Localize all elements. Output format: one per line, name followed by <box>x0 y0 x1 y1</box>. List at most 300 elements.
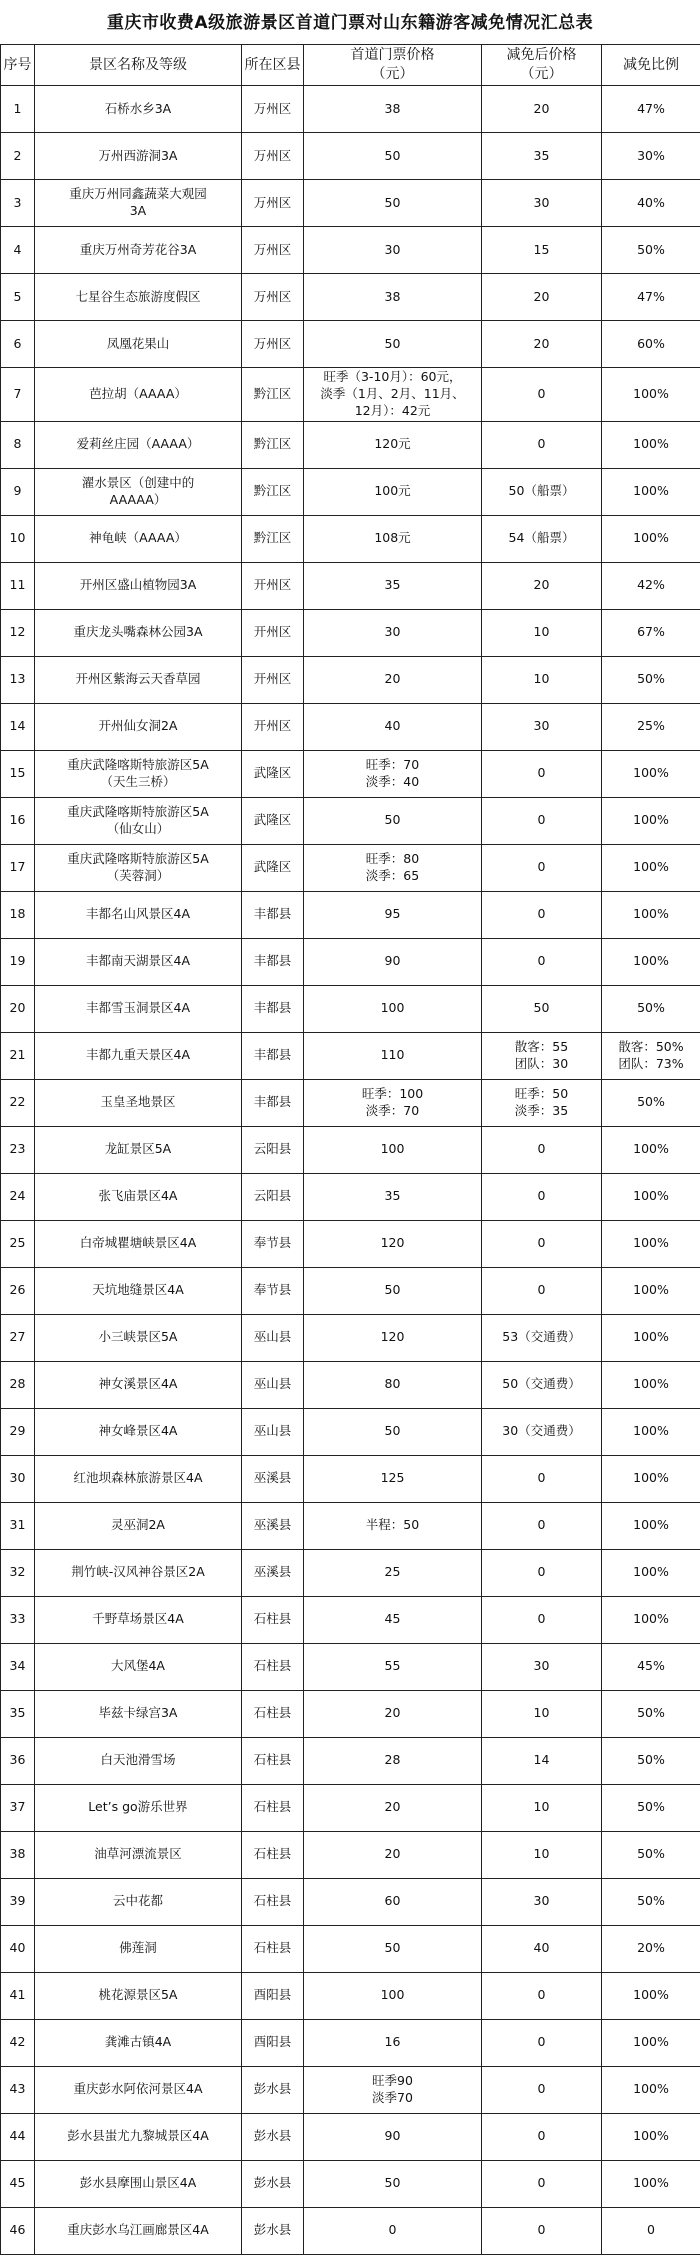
cell-index: 21 <box>1 1032 35 1079</box>
header-reduction-ratio: 减免比例 <box>602 45 700 86</box>
cell-index: 17 <box>1 844 35 891</box>
cell-district: 石柱县 <box>242 1925 304 1972</box>
table-row <box>1 1267 700 1314</box>
cell-district: 石柱县 <box>242 1643 304 1690</box>
cell-district: 丰都县 <box>242 1032 304 1079</box>
cell-scenic-name: 开州区盛山植物园3A <box>35 562 242 609</box>
cell-index: 27 <box>1 1314 35 1361</box>
cell-ticket-price: 90 <box>304 2113 482 2160</box>
table-row <box>1 321 700 368</box>
cell-reduced-price: 0 <box>482 1455 602 1502</box>
cell-scenic-name: Let’s go游乐世界 <box>35 1784 242 1831</box>
cell-scenic-name: 白帝城瞿塘峡景区4A <box>35 1220 242 1267</box>
table-row <box>1 1314 700 1361</box>
cell-ticket-price: 20 <box>304 1831 482 1878</box>
cell-scenic-name: 重庆万州奇芳花谷3A <box>35 227 242 274</box>
cell-reduction-ratio: 50% <box>602 1878 700 1925</box>
cell-scenic-name: 灵巫洞2A <box>35 1502 242 1549</box>
cell-reduction-ratio: 100% <box>602 1455 700 1502</box>
cell-reduced-price: 0 <box>482 891 602 938</box>
cell-ticket-price: 38 <box>304 274 482 321</box>
cell-ticket-price: 38 <box>304 86 482 133</box>
cell-district: 万州区 <box>242 274 304 321</box>
cell-ticket-price: 50 <box>304 2160 482 2207</box>
cell-ticket-price: 50 <box>304 1925 482 1972</box>
table-row <box>1 421 700 468</box>
cell-district: 巫溪县 <box>242 1549 304 1596</box>
cell-ticket-price: 50 <box>304 797 482 844</box>
cell-district: 丰都县 <box>242 985 304 1032</box>
header-ticket-price: 首道门票价格 （元） <box>304 45 482 86</box>
cell-district: 石柱县 <box>242 1737 304 1784</box>
table-row <box>1 562 700 609</box>
cell-index: 41 <box>1 1972 35 2019</box>
cell-reduction-ratio: 50% <box>602 1079 700 1126</box>
cell-ticket-price: 20 <box>304 656 482 703</box>
cell-reduced-price: 0 <box>482 2207 602 2254</box>
table-row <box>1 2113 700 2160</box>
cell-index: 8 <box>1 421 35 468</box>
cell-index: 40 <box>1 1925 35 1972</box>
cell-scenic-name: 七星谷生态旅游度假区 <box>35 274 242 321</box>
cell-index: 13 <box>1 656 35 703</box>
table-row <box>1 891 700 938</box>
cell-reduced-price: 0 <box>482 1972 602 2019</box>
cell-reduction-ratio: 100% <box>602 1220 700 1267</box>
cell-scenic-name: 白天池滑雪场 <box>35 1737 242 1784</box>
cell-reduction-ratio: 100% <box>602 1267 700 1314</box>
cell-reduction-ratio: 100% <box>602 2066 700 2113</box>
cell-index: 25 <box>1 1220 35 1267</box>
cell-reduced-price: 35 <box>482 133 602 180</box>
cell-reduced-price: 0 <box>482 2160 602 2207</box>
cell-scenic-name: 张飞庙景区4A <box>35 1173 242 1220</box>
cell-reduced-price: 0 <box>482 1220 602 1267</box>
cell-index: 1 <box>1 86 35 133</box>
cell-reduction-ratio: 67% <box>602 609 700 656</box>
cell-scenic-name: 毕兹卡绿宫3A <box>35 1690 242 1737</box>
cell-reduction-ratio: 100% <box>602 1972 700 2019</box>
cell-index: 38 <box>1 1831 35 1878</box>
table-row <box>1 227 700 274</box>
header-row <box>1 45 700 86</box>
cell-reduced-price: 30 <box>482 1643 602 1690</box>
cell-ticket-price: 125 <box>304 1455 482 1502</box>
cell-index: 45 <box>1 2160 35 2207</box>
cell-district: 石柱县 <box>242 1878 304 1925</box>
cell-reduction-ratio: 100% <box>602 797 700 844</box>
cell-reduction-ratio: 50% <box>602 1737 700 1784</box>
cell-reduction-ratio: 100% <box>602 1549 700 1596</box>
cell-scenic-name: 万州西游洞3A <box>35 133 242 180</box>
cell-index: 46 <box>1 2207 35 2254</box>
cell-district: 石柱县 <box>242 1690 304 1737</box>
table-row <box>1 1408 700 1455</box>
cell-scenic-name: 荆竹峡-汉风神谷景区2A <box>35 1549 242 1596</box>
table-row <box>1 1784 700 1831</box>
cell-reduction-ratio: 100% <box>602 368 700 422</box>
cell-district: 开州区 <box>242 562 304 609</box>
table-row <box>1 1972 700 2019</box>
cell-ticket-price: 100 <box>304 985 482 1032</box>
cell-district: 丰都县 <box>242 1079 304 1126</box>
cell-index: 35 <box>1 1690 35 1737</box>
cell-scenic-name: 开州区紫海云天香草园 <box>35 656 242 703</box>
cell-ticket-price: 110 <box>304 1032 482 1079</box>
cell-district: 开州区 <box>242 656 304 703</box>
cell-scenic-name: 重庆龙头嘴森林公园3A <box>35 609 242 656</box>
cell-ticket-price: 旺季（3-10月）：60元， 淡季（1月、2月、11月、 12月）：42元 <box>304 368 482 422</box>
cell-ticket-price: 50 <box>304 1408 482 1455</box>
cell-index: 44 <box>1 2113 35 2160</box>
cell-reduced-price: 20 <box>482 562 602 609</box>
cell-ticket-price: 旺季90 淡季70 <box>304 2066 482 2113</box>
cell-ticket-price: 80 <box>304 1361 482 1408</box>
header-scenic-name: 景区名称及等级 <box>35 45 242 86</box>
cell-district: 万州区 <box>242 321 304 368</box>
cell-index: 9 <box>1 468 35 515</box>
table-row <box>1 468 700 515</box>
table-row <box>1 1502 700 1549</box>
cell-reduced-price: 0 <box>482 1549 602 1596</box>
cell-ticket-price: 35 <box>304 562 482 609</box>
cell-reduction-ratio: 45% <box>602 1643 700 1690</box>
cell-reduced-price: 50（船票） <box>482 468 602 515</box>
cell-reduced-price: 54（船票） <box>482 515 602 562</box>
cell-reduction-ratio: 100% <box>602 2113 700 2160</box>
table-row <box>1 2066 700 2113</box>
cell-index: 20 <box>1 985 35 1032</box>
cell-reduction-ratio: 100% <box>602 1314 700 1361</box>
cell-district: 万州区 <box>242 180 304 227</box>
table-title: 重庆市收费A级旅游景区首道门票对山东籍游客减免情况汇总表 <box>0 2 700 44</box>
cell-index: 12 <box>1 609 35 656</box>
cell-district: 万州区 <box>242 133 304 180</box>
cell-reduction-ratio: 50% <box>602 1690 700 1737</box>
cell-district: 巫山县 <box>242 1361 304 1408</box>
cell-reduction-ratio: 60% <box>602 321 700 368</box>
cell-index: 29 <box>1 1408 35 1455</box>
table-row <box>1 656 700 703</box>
cell-scenic-name: 芭拉胡（AAAA） <box>35 368 242 422</box>
cell-district: 巫溪县 <box>242 1502 304 1549</box>
cell-reduced-price: 50 <box>482 985 602 1032</box>
table-row <box>1 515 700 562</box>
cell-ticket-price: 100 <box>304 1972 482 2019</box>
cell-district: 彭水县 <box>242 2160 304 2207</box>
table-row <box>1 985 700 1032</box>
cell-district: 丰都县 <box>242 891 304 938</box>
cell-ticket-price: 0 <box>304 2207 482 2254</box>
cell-district: 黔江区 <box>242 368 304 422</box>
cell-reduction-ratio: 100% <box>602 2160 700 2207</box>
table-row <box>1 1079 700 1126</box>
cell-reduction-ratio: 100% <box>602 468 700 515</box>
cell-reduction-ratio: 50% <box>602 1831 700 1878</box>
cell-reduced-price: 10 <box>482 656 602 703</box>
cell-scenic-name: 重庆武隆喀斯特旅游区5A （天生三桥） <box>35 750 242 797</box>
cell-ticket-price: 旺季：100 淡季：70 <box>304 1079 482 1126</box>
cell-scenic-name: 重庆彭水乌江画廊景区4A <box>35 2207 242 2254</box>
cell-scenic-name: 彭水县蚩尤九黎城景区4A <box>35 2113 242 2160</box>
cell-ticket-price: 旺季：70 淡季：40 <box>304 750 482 797</box>
cell-reduced-price: 20 <box>482 86 602 133</box>
cell-reduced-price: 10 <box>482 1831 602 1878</box>
cell-index: 33 <box>1 1596 35 1643</box>
cell-district: 石柱县 <box>242 1596 304 1643</box>
cell-reduced-price: 0 <box>482 750 602 797</box>
cell-district: 奉节县 <box>242 1220 304 1267</box>
cell-reduction-ratio: 100% <box>602 1502 700 1549</box>
cell-reduction-ratio: 30% <box>602 133 700 180</box>
table-row <box>1 1925 700 1972</box>
cell-index: 7 <box>1 368 35 422</box>
table-row <box>1 1596 700 1643</box>
cell-reduced-price: 0 <box>482 1502 602 1549</box>
cell-reduction-ratio: 100% <box>602 421 700 468</box>
cell-district: 云阳县 <box>242 1173 304 1220</box>
cell-scenic-name: 神龟峡（AAAA） <box>35 515 242 562</box>
cell-index: 26 <box>1 1267 35 1314</box>
cell-reduced-price: 14 <box>482 1737 602 1784</box>
table-row <box>1 1549 700 1596</box>
cell-reduction-ratio: 40% <box>602 180 700 227</box>
table-row <box>1 797 700 844</box>
cell-district: 万州区 <box>242 86 304 133</box>
cell-reduced-price: 0 <box>482 938 602 985</box>
cell-ticket-price: 45 <box>304 1596 482 1643</box>
cell-scenic-name: 濯水景区（创建中的 AAAAA） <box>35 468 242 515</box>
cell-reduction-ratio: 100% <box>602 1173 700 1220</box>
cell-reduced-price: 30 <box>482 180 602 227</box>
cell-index: 32 <box>1 1549 35 1596</box>
cell-ticket-price: 25 <box>304 1549 482 1596</box>
table-row <box>1 844 700 891</box>
cell-scenic-name: 千野草场景区4A <box>35 1596 242 1643</box>
cell-reduced-price: 散客：55 团队：30 <box>482 1032 602 1079</box>
cell-scenic-name: 龚滩古镇4A <box>35 2019 242 2066</box>
cell-scenic-name: 重庆武隆喀斯特旅游区5A （仙女山） <box>35 797 242 844</box>
cell-scenic-name: 石桥水乡3A <box>35 86 242 133</box>
cell-reduced-price: 10 <box>482 609 602 656</box>
cell-reduction-ratio: 50% <box>602 1784 700 1831</box>
cell-reduced-price: 0 <box>482 1596 602 1643</box>
cell-reduction-ratio: 散客：50% 团队：73% <box>602 1032 700 1079</box>
cell-scenic-name: 龙缸景区5A <box>35 1126 242 1173</box>
cell-reduction-ratio: 20% <box>602 1925 700 1972</box>
cell-district: 武隆区 <box>242 797 304 844</box>
cell-reduction-ratio: 50% <box>602 656 700 703</box>
cell-reduction-ratio: 100% <box>602 1596 700 1643</box>
cell-index: 23 <box>1 1126 35 1173</box>
cell-ticket-price: 30 <box>304 227 482 274</box>
cell-reduced-price: 20 <box>482 321 602 368</box>
table-row <box>1 938 700 985</box>
cell-reduced-price: 0 <box>482 797 602 844</box>
cell-district: 开州区 <box>242 703 304 750</box>
cell-district: 云阳县 <box>242 1126 304 1173</box>
cell-district: 彭水县 <box>242 2207 304 2254</box>
cell-district: 黔江区 <box>242 421 304 468</box>
cell-ticket-price: 60 <box>304 1878 482 1925</box>
cell-index: 24 <box>1 1173 35 1220</box>
cell-district: 黔江区 <box>242 468 304 515</box>
table-row <box>1 750 700 797</box>
cell-index: 43 <box>1 2066 35 2113</box>
cell-index: 31 <box>1 1502 35 1549</box>
cell-ticket-price: 50 <box>304 180 482 227</box>
cell-reduction-ratio: 100% <box>602 1126 700 1173</box>
cell-reduced-price: 0 <box>482 368 602 422</box>
table-row <box>1 1643 700 1690</box>
cell-scenic-name: 凤凰花果山 <box>35 321 242 368</box>
cell-district: 万州区 <box>242 227 304 274</box>
table-row <box>1 1831 700 1878</box>
cell-reduction-ratio: 42% <box>602 562 700 609</box>
cell-index: 36 <box>1 1737 35 1784</box>
cell-scenic-name: 神女峰景区4A <box>35 1408 242 1455</box>
cell-index: 6 <box>1 321 35 368</box>
cell-index: 42 <box>1 2019 35 2066</box>
cell-index: 3 <box>1 180 35 227</box>
cell-reduction-ratio: 100% <box>602 1408 700 1455</box>
cell-reduction-ratio: 100% <box>602 891 700 938</box>
cell-scenic-name: 丰都雪玉洞景区4A <box>35 985 242 1032</box>
cell-district: 丰都县 <box>242 938 304 985</box>
summary-table <box>0 44 700 2255</box>
cell-reduction-ratio: 100% <box>602 1361 700 1408</box>
cell-reduction-ratio: 100% <box>602 844 700 891</box>
cell-reduction-ratio: 100% <box>602 750 700 797</box>
header-index: 序号 <box>1 45 35 86</box>
cell-ticket-price: 100 <box>304 1126 482 1173</box>
cell-reduction-ratio: 50% <box>602 227 700 274</box>
table-row <box>1 133 700 180</box>
cell-reduced-price: 30（交通费） <box>482 1408 602 1455</box>
cell-index: 37 <box>1 1784 35 1831</box>
table-row <box>1 86 700 133</box>
cell-ticket-price: 90 <box>304 938 482 985</box>
header-reduced-price: 减免后价格 （元） <box>482 45 602 86</box>
cell-ticket-price: 旺季：80 淡季：65 <box>304 844 482 891</box>
cell-scenic-name: 大风堡4A <box>35 1643 242 1690</box>
cell-reduced-price: 0 <box>482 1173 602 1220</box>
cell-reduced-price: 0 <box>482 2066 602 2113</box>
table-row <box>1 1126 700 1173</box>
cell-reduced-price: 40 <box>482 1925 602 1972</box>
table-row <box>1 1737 700 1784</box>
cell-scenic-name: 红池坝森林旅游景区4A <box>35 1455 242 1502</box>
table-body <box>1 86 700 2255</box>
cell-scenic-name: 丰都南天湖景区4A <box>35 938 242 985</box>
cell-scenic-name: 天坑地缝景区4A <box>35 1267 242 1314</box>
cell-district: 武隆区 <box>242 750 304 797</box>
cell-ticket-price: 20 <box>304 1690 482 1737</box>
cell-district: 彭水县 <box>242 2066 304 2113</box>
cell-index: 22 <box>1 1079 35 1126</box>
cell-scenic-name: 桃花源景区5A <box>35 1972 242 2019</box>
cell-index: 5 <box>1 274 35 321</box>
cell-reduction-ratio: 0 <box>602 2207 700 2254</box>
cell-district: 巫山县 <box>242 1314 304 1361</box>
cell-reduced-price: 30 <box>482 703 602 750</box>
cell-scenic-name: 丰都九重天景区4A <box>35 1032 242 1079</box>
cell-index: 39 <box>1 1878 35 1925</box>
cell-reduced-price: 53（交通费） <box>482 1314 602 1361</box>
table-row <box>1 1220 700 1267</box>
cell-reduction-ratio: 25% <box>602 703 700 750</box>
cell-reduced-price: 10 <box>482 1690 602 1737</box>
cell-ticket-price: 55 <box>304 1643 482 1690</box>
cell-reduction-ratio: 47% <box>602 86 700 133</box>
cell-district: 石柱县 <box>242 1784 304 1831</box>
cell-index: 14 <box>1 703 35 750</box>
cell-district: 酉阳县 <box>242 2019 304 2066</box>
cell-scenic-name: 云中花都 <box>35 1878 242 1925</box>
table-row <box>1 1173 700 1220</box>
cell-ticket-price: 120 <box>304 1220 482 1267</box>
cell-reduced-price: 0 <box>482 844 602 891</box>
cell-district: 彭水县 <box>242 2113 304 2160</box>
cell-reduction-ratio: 100% <box>602 938 700 985</box>
cell-index: 11 <box>1 562 35 609</box>
cell-ticket-price: 16 <box>304 2019 482 2066</box>
cell-scenic-name: 开州仙女洞2A <box>35 703 242 750</box>
table-row <box>1 2207 700 2254</box>
cell-reduced-price: 10 <box>482 1784 602 1831</box>
table-row <box>1 274 700 321</box>
cell-district: 奉节县 <box>242 1267 304 1314</box>
cell-ticket-price: 50 <box>304 1267 482 1314</box>
cell-reduced-price: 50（交通费） <box>482 1361 602 1408</box>
cell-reduced-price: 0 <box>482 421 602 468</box>
cell-index: 10 <box>1 515 35 562</box>
cell-scenic-name: 佛莲洞 <box>35 1925 242 1972</box>
cell-reduced-price: 0 <box>482 2019 602 2066</box>
cell-reduced-price: 0 <box>482 2113 602 2160</box>
table-row <box>1 609 700 656</box>
cell-district: 巫山县 <box>242 1408 304 1455</box>
table-row <box>1 1032 700 1079</box>
cell-ticket-price: 28 <box>304 1737 482 1784</box>
table-row <box>1 1361 700 1408</box>
cell-index: 28 <box>1 1361 35 1408</box>
cell-reduction-ratio: 47% <box>602 274 700 321</box>
cell-index: 34 <box>1 1643 35 1690</box>
cell-district: 武隆区 <box>242 844 304 891</box>
cell-scenic-name: 小三峡景区5A <box>35 1314 242 1361</box>
cell-district: 开州区 <box>242 609 304 656</box>
cell-index: 30 <box>1 1455 35 1502</box>
cell-district: 石柱县 <box>242 1831 304 1878</box>
cell-scenic-name: 重庆万州同鑫蔬菜大观园 3A <box>35 180 242 227</box>
cell-scenic-name: 重庆武隆喀斯特旅游区5A （芙蓉洞） <box>35 844 242 891</box>
cell-scenic-name: 神女溪景区4A <box>35 1361 242 1408</box>
cell-ticket-price: 20 <box>304 1784 482 1831</box>
cell-index: 4 <box>1 227 35 274</box>
cell-index: 2 <box>1 133 35 180</box>
cell-ticket-price: 35 <box>304 1173 482 1220</box>
table-row <box>1 1455 700 1502</box>
cell-reduced-price: 0 <box>482 1126 602 1173</box>
cell-district: 巫溪县 <box>242 1455 304 1502</box>
cell-reduction-ratio: 100% <box>602 515 700 562</box>
cell-scenic-name: 玉皇圣地景区 <box>35 1079 242 1126</box>
cell-scenic-name: 油草河漂流景区 <box>35 1831 242 1878</box>
cell-ticket-price: 30 <box>304 609 482 656</box>
cell-index: 18 <box>1 891 35 938</box>
cell-ticket-price: 40 <box>304 703 482 750</box>
